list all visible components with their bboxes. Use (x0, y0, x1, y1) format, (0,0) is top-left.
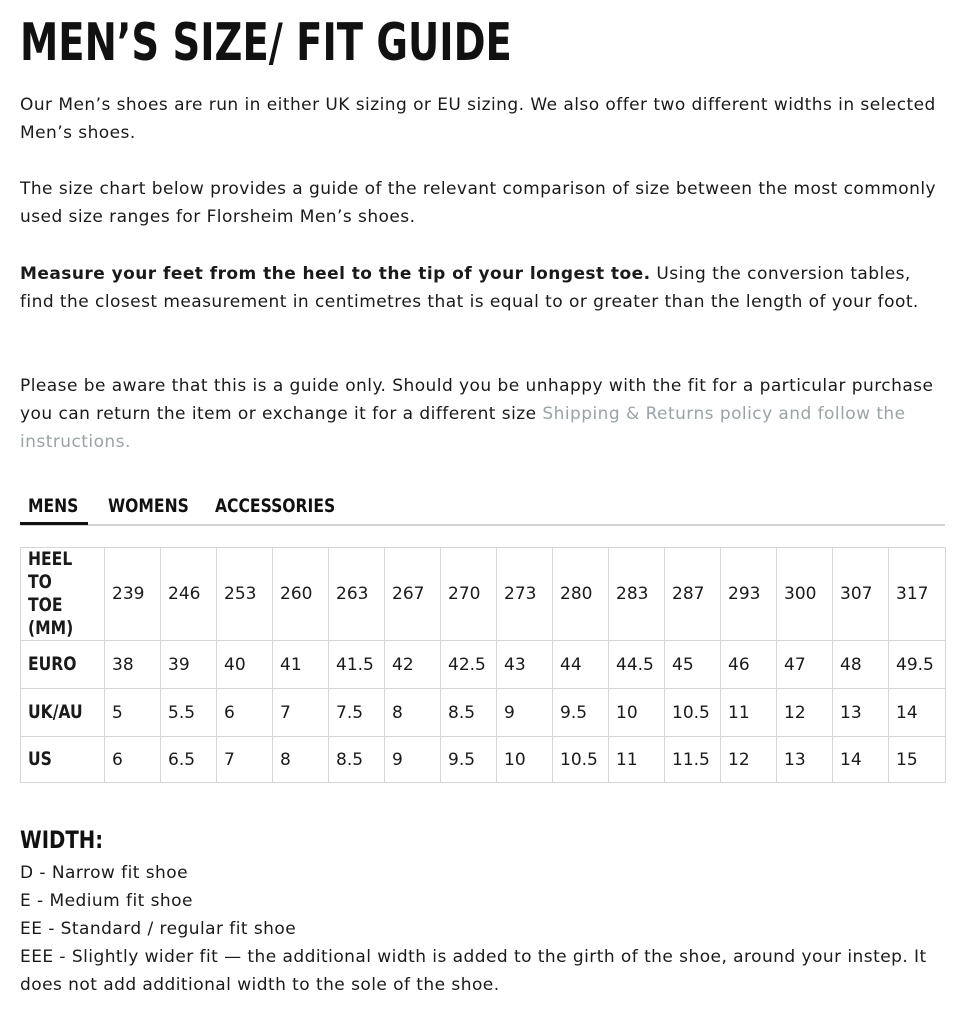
table-cell: 47 (777, 641, 833, 689)
table-cell: 46 (721, 641, 777, 689)
table-cell: 41.5 (329, 641, 385, 689)
table-cell: 283 (609, 548, 665, 641)
table-cell: 9 (385, 737, 441, 783)
table-cell: 270 (441, 548, 497, 641)
table-cell: 5 (105, 689, 161, 737)
row-header (21, 641, 105, 689)
table-cell: 42 (385, 641, 441, 689)
table-cell: 9 (497, 689, 553, 737)
table-cell: 280 (553, 548, 609, 641)
table-cell: 44 (553, 641, 609, 689)
table-cell: 8.5 (441, 689, 497, 737)
returns-text: Please be aware that this is a guide only. Should you be unhappy with the fit for a particular purchase you can return the item or exchange it for a different size (20, 376, 934, 424)
table-cell: 13 (777, 737, 833, 783)
row-header-label: EURO (28, 653, 77, 675)
returns-paragraph (20, 372, 945, 456)
table-cell: 42.5 (441, 641, 497, 689)
row-header (21, 548, 105, 641)
table-cell: 8 (385, 689, 441, 737)
table-cell: 260 (273, 548, 329, 641)
table-cell: 49.5 (889, 641, 946, 689)
table-cell: 273 (497, 548, 553, 641)
table-row-uk-au (21, 689, 946, 737)
table-cell: 12 (777, 689, 833, 737)
table-cell: 267 (385, 548, 441, 641)
table-cell: 10 (609, 689, 665, 737)
table-cell: 11 (609, 737, 665, 783)
table-cell: 5.5 (161, 689, 217, 737)
table-cell: 10.5 (553, 737, 609, 783)
measure-instructions-paragraph (20, 260, 945, 316)
table-cell: 15 (889, 737, 946, 783)
table-cell: 307 (833, 548, 889, 641)
table-cell: 293 (721, 548, 777, 641)
row-header-label: US (28, 748, 52, 770)
tab-womens[interactable]: WOMENS (108, 495, 189, 517)
table-cell: 7 (217, 737, 273, 783)
shipping-returns-link[interactable]: Shipping & Returns policy and follow the instructions. (20, 404, 906, 452)
size-conversion-table (20, 547, 946, 783)
tab-mens[interactable]: MENS (28, 495, 79, 517)
measure-instructions-bold: Measure your feet from the heel to the tip of your longest toe. (20, 264, 651, 284)
intro-sizing-paragraph: Our Men’s shoes are run in either UK sizing or EU sizing. We also offer two different widths in selected Men’s shoes. (20, 95, 936, 143)
width-item-d: D - Narrow fit shoe (20, 863, 188, 883)
table-cell: 11.5 (665, 737, 721, 783)
row-header (21, 689, 105, 737)
width-item-ee: EE - Standard / regular fit shoe (20, 919, 297, 939)
tab-accessories[interactable]: ACCESSORIES (215, 495, 336, 517)
table-cell: 10 (497, 737, 553, 783)
table-cell: 10.5 (665, 689, 721, 737)
table-cell: 317 (889, 548, 946, 641)
row-header-label: HEEL TO TOE (MM) (28, 548, 74, 639)
table-cell: 12 (721, 737, 777, 783)
table-cell: 13 (833, 689, 889, 737)
table-cell: 9.5 (553, 689, 609, 737)
measure-instructions-text: Using the conversion tables, find the closest measurement in centimetres that is equal to or greater than the length of your foot. (20, 264, 919, 312)
width-heading: WIDTH: (20, 826, 104, 854)
table-cell: 48 (833, 641, 889, 689)
table-cell: 9.5 (441, 737, 497, 783)
table-cell: 14 (889, 689, 946, 737)
table-cell: 7 (273, 689, 329, 737)
table-row-heel-to-toe (21, 548, 946, 641)
intro-chart-paragraph: The size chart below provides a guide of the relevant comparison of size between the most commonly used size ranges for Florsheim Men’s shoes. (20, 179, 937, 227)
row-header-label: UK/AU (28, 701, 83, 723)
table-cell: 7.5 (329, 689, 385, 737)
table-cell: 14 (833, 737, 889, 783)
category-tabs (20, 492, 945, 526)
table-cell: 300 (777, 548, 833, 641)
table-cell: 287 (665, 548, 721, 641)
width-item-e: E - Medium fit shoe (20, 891, 193, 911)
table-cell: 6 (217, 689, 273, 737)
table-cell: 6 (105, 737, 161, 783)
page-title: MEN’S SIZE/ FIT GUIDE (20, 13, 512, 73)
table-cell: 8.5 (329, 737, 385, 783)
table-cell: 239 (105, 548, 161, 641)
row-header (21, 737, 105, 783)
table-row-euro (21, 641, 946, 689)
table-cell: 41 (273, 641, 329, 689)
table-row-us (21, 737, 946, 783)
width-list (20, 859, 945, 999)
table-cell: 44.5 (609, 641, 665, 689)
table-cell: 43 (497, 641, 553, 689)
table-cell: 38 (105, 641, 161, 689)
table-cell: 45 (665, 641, 721, 689)
table-cell: 8 (273, 737, 329, 783)
table-cell: 39 (161, 641, 217, 689)
table-cell: 263 (329, 548, 385, 641)
table-cell: 6.5 (161, 737, 217, 783)
active-tab-indicator (20, 522, 88, 525)
table-cell: 11 (721, 689, 777, 737)
width-item-eee: EEE - Slightly wider fit — the additional width is added to the girth of the shoe, around your instep. It does not add additional width to the sole of the shoe. (20, 947, 927, 995)
table-cell: 246 (161, 548, 217, 641)
table-cell: 40 (217, 641, 273, 689)
table-cell: 253 (217, 548, 273, 641)
